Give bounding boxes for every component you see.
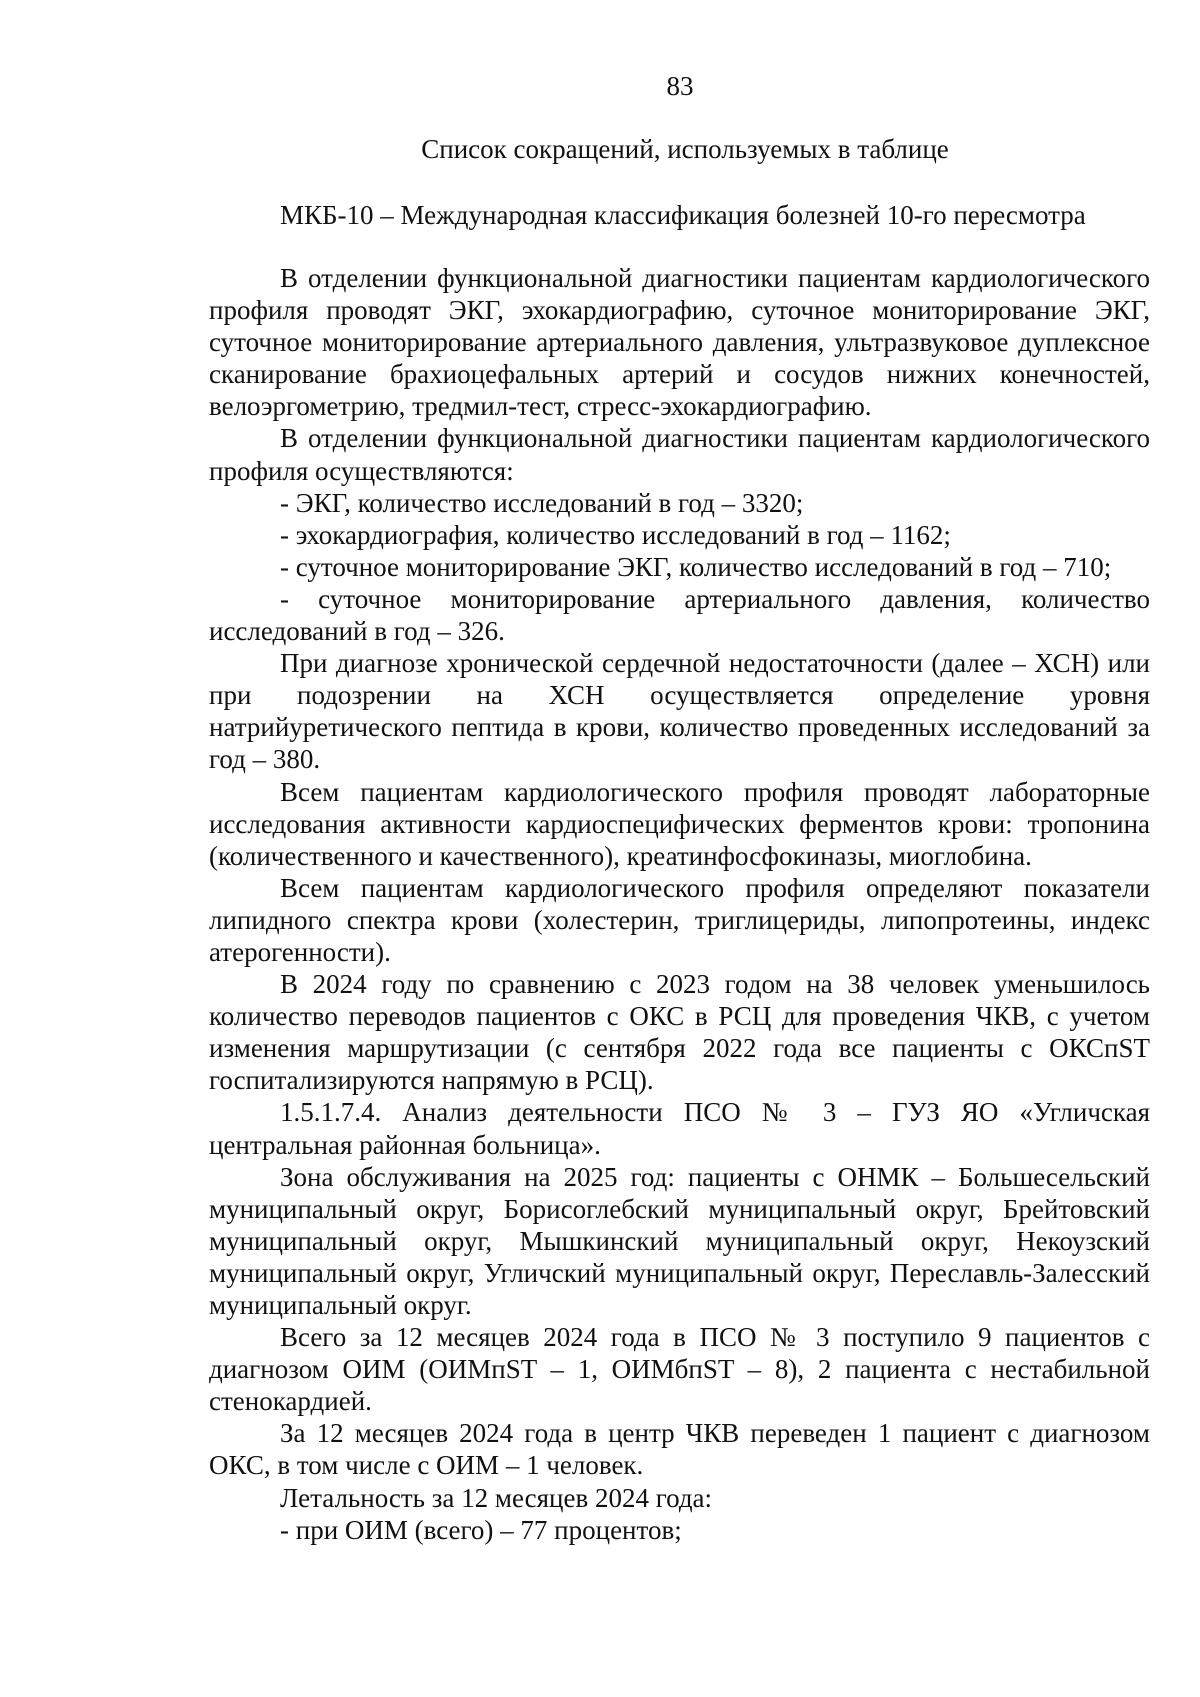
paragraph-functional-diagnostics: В отделении функциональной диагностики пациентам кардиологического профиля проводят ЭКГ, эхокардиографию, суточное мониторирование ЭКГ, суточное мониторирование артериального давления, ультразвуковое дуплексное сканирование брахиоцефальных артерий и сосудов нижних конечностей, велоэргометрию, тредмил-тест, стресс-эхокардиографию. — [209, 263, 1150, 422]
list-item-echocardiography: - эхокардиография, количество исследований в год – 1162; — [280, 519, 951, 550]
paragraph-transfers: В 2024 году по сравнению с 2023 годом на 38 человек уменьшилось количество переводов пациентов с ОКС в РСЦ для проведения ЧКВ, с учетом изменения маршрутизации (с сентября 2022 года все пациенты с ОКСпST госпитализируются напрямую в РСЦ). — [209, 969, 1150, 1096]
abbreviations-heading: Список сокращений, используемых в таблице — [421, 134, 949, 164]
paragraph-enzymes: Всем пациентам кардиологического профиля проводят лабораторные исследования активности кардиоспецифических ферментов крови: тропонина (количественного и качественного), креатинфосфокиназы, миоглобина. — [209, 776, 1150, 871]
paragraph-pci-transfers: За 12 месяцев 2024 года в центр ЧКВ переведен 1 пациент с диагнозом ОКС, в том числе с ОИМ – 1 человек. — [209, 1418, 1150, 1481]
page-number: 83 — [666, 71, 694, 101]
list-item-ecg: - ЭКГ, количество исследований в год – 3320; — [280, 487, 804, 518]
list-item-holter-ecg: - суточное мониторирование ЭКГ, количество исследований в год – 710; — [280, 551, 1112, 582]
abbreviation-entry: МКБ-10 – Международная классификация болезней 10-го пересмотра — [280, 200, 1086, 230]
list-item-ami-mortality: - при ОИМ (всего) – 77 процентов; — [280, 1514, 682, 1545]
paragraph-procedures-intro: В отделении функциональной диагностики пациентам кардиологического профиля осуществляются: — [209, 423, 1150, 486]
paragraph-admissions: Всего за 12 месяцев 2024 года в ПСО № 3 поступило 9 пациентов с диагнозом ОИМ (ОИМпST – 1, ОИМбпST – 8), 2 пациента с нестабильной стенокардией. — [209, 1322, 1150, 1417]
section-heading-pso-3: 1.5.1.7.4. Анализ деятельности ПСО № 3 – ГУЗ ЯО «Угличская центральная районная больница». — [209, 1097, 1150, 1160]
paragraph-heart-failure: При диагнозе хронической сердечной недостаточности (далее – ХСН) или при подозрении на ХСН осуществляется определение уровня натрийуретического пептида в крови, количество проведенных исследований за год – 380. — [209, 648, 1150, 775]
list-item-blood-pressure-monitoring: - суточное мониторирование артериального давления, количество исследований в год – 326. — [209, 583, 1150, 647]
paragraph-mortality-intro: Летальность за 12 месяцев 2024 года: — [280, 1482, 713, 1513]
paragraph-service-zone: Зона обслуживания на 2025 год: пациенты с ОНМК – Большесельский муниципальный округ, Борисоглебский муниципальный округ, Брейтовский муниципальный округ, Мышкинский муниципальный округ, Некоузский муниципальный округ, Угличский муниципальный округ, Переславль-Залесский муниципальный округ. — [209, 1161, 1150, 1320]
paragraph-lipid-spectrum: Всем пациентам кардиологического профиля определяют показатели липидного спектра крови (холестерин, триглицериды, липопротеины, индекс атерогенности). — [209, 872, 1150, 967]
body-text — [209, 262, 1150, 1546]
